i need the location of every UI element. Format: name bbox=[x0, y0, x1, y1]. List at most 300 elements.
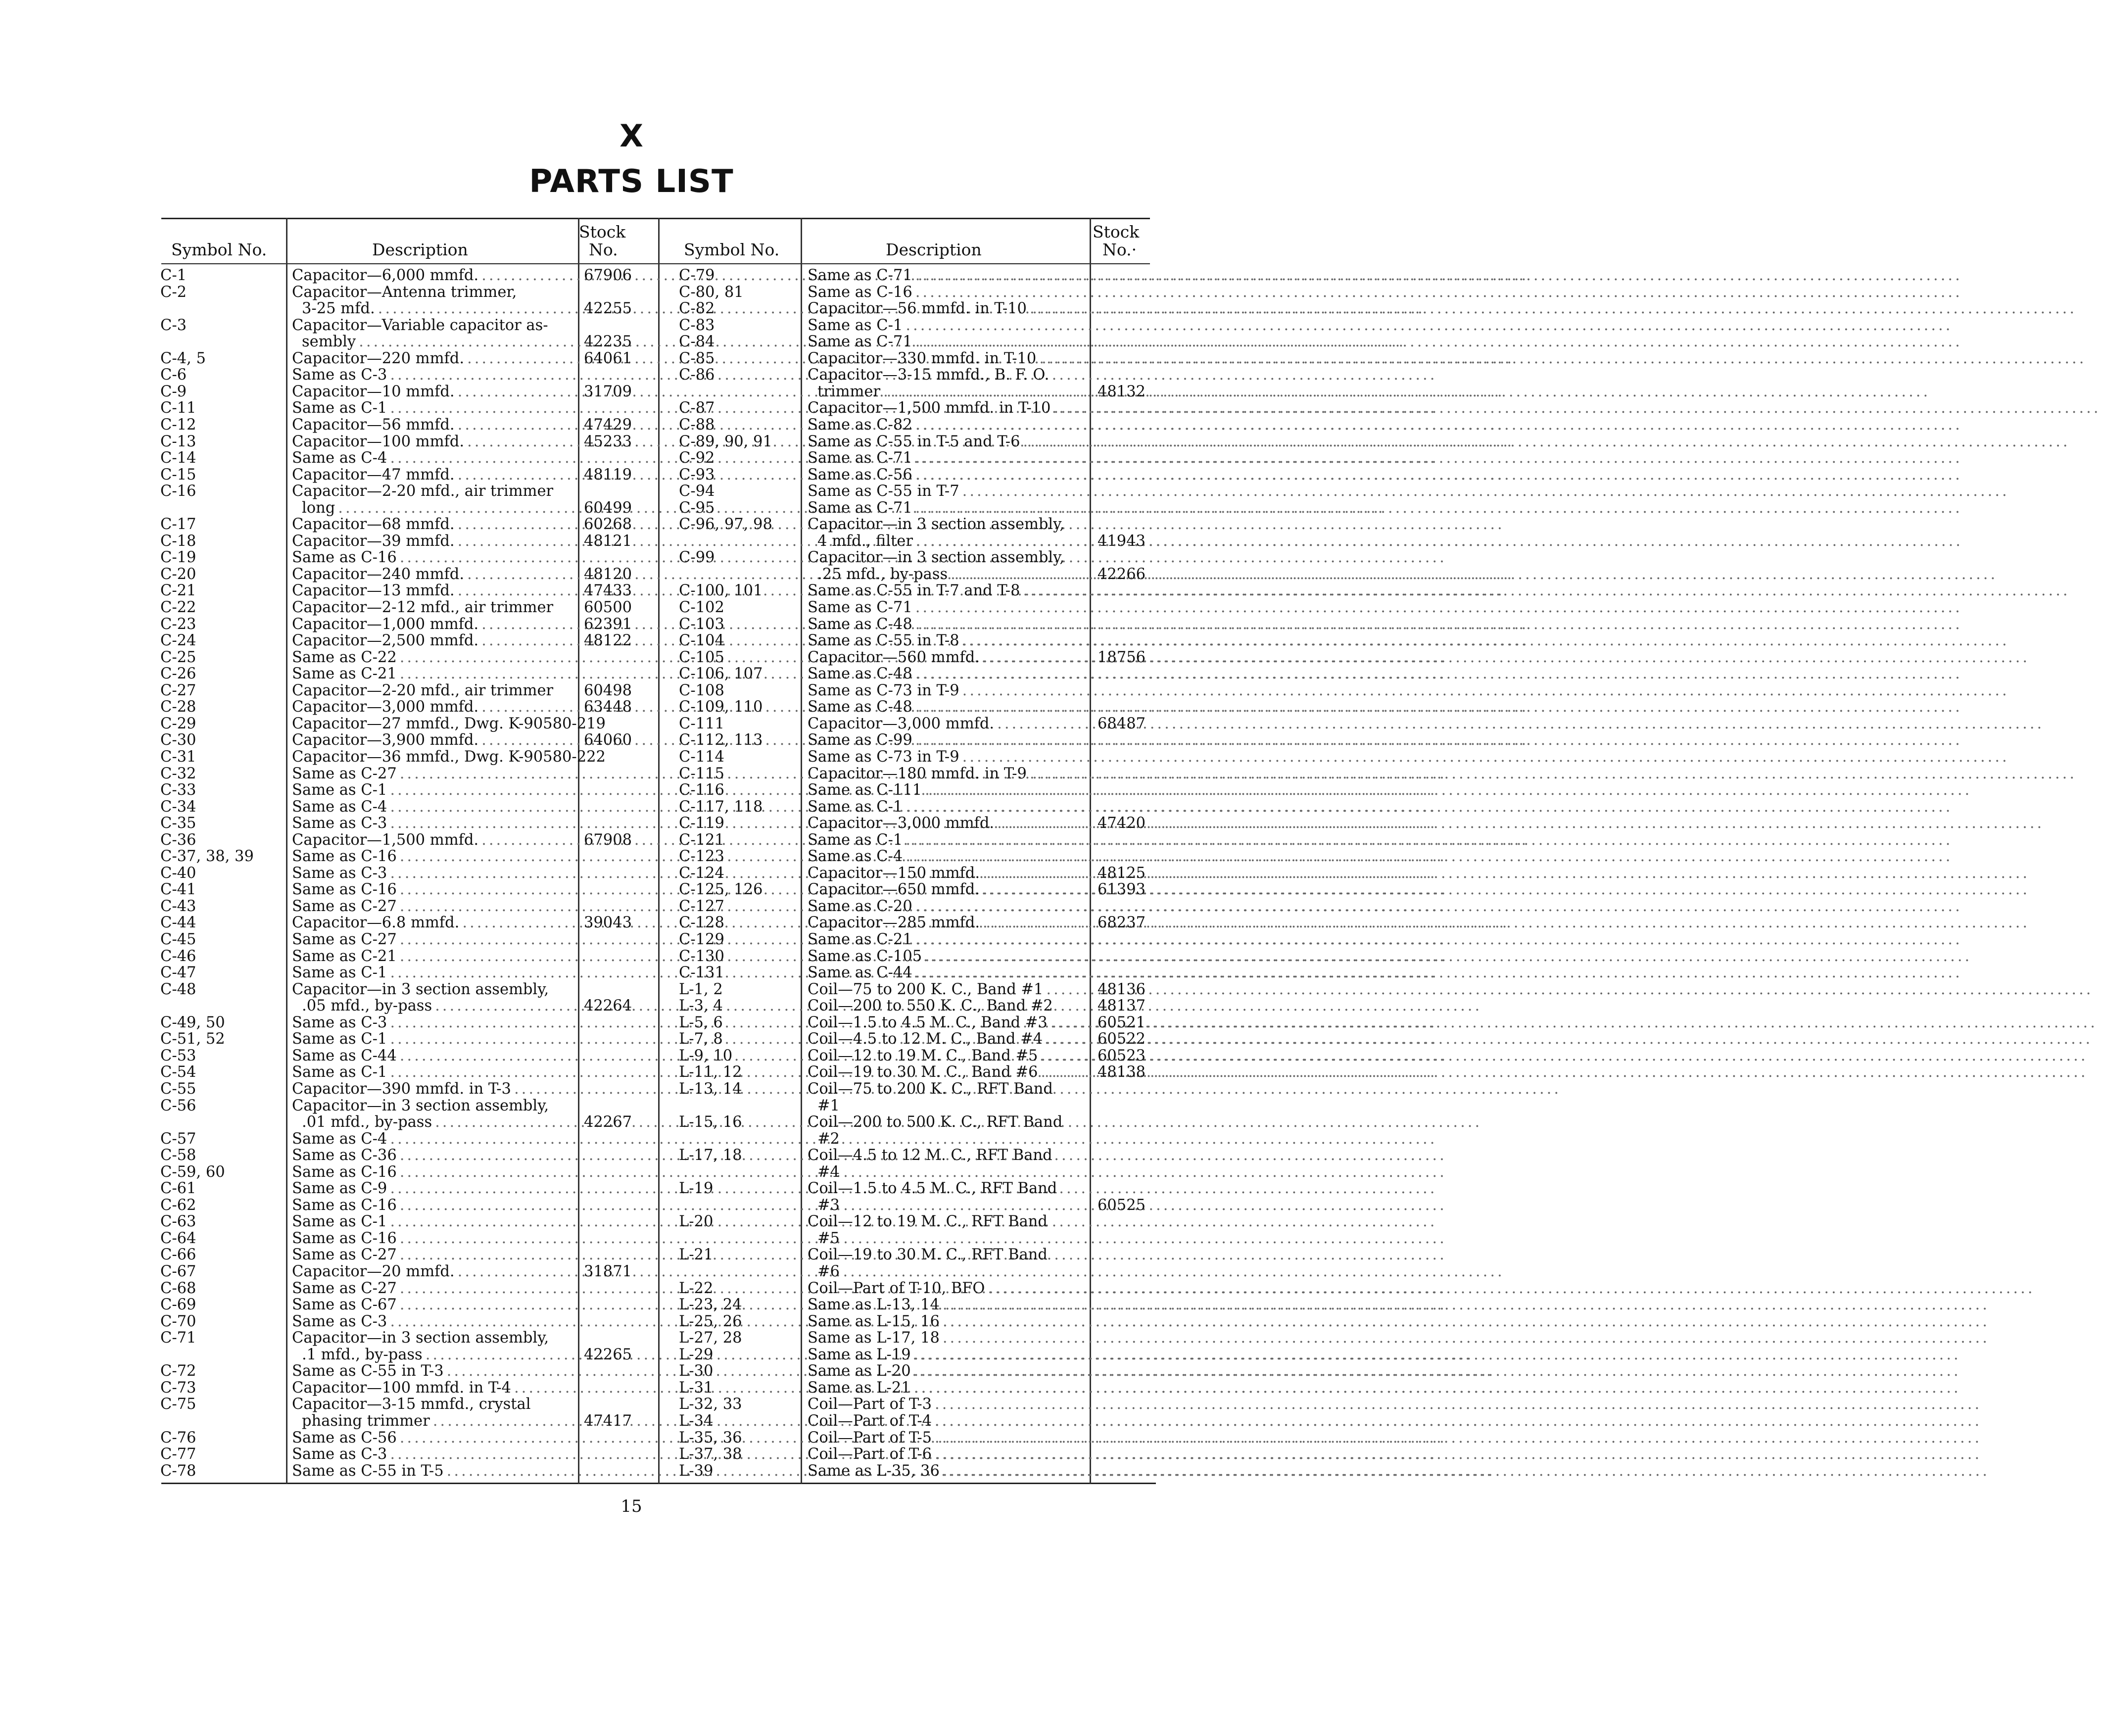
symbol-cell: C-109, 110 bbox=[679, 698, 763, 716]
symbol-cell: C-67 bbox=[160, 1263, 196, 1280]
symbol-cell: C-93 bbox=[679, 466, 715, 483]
table-row bbox=[0, 1297, 1263, 1313]
description-text: #3 bbox=[817, 1196, 840, 1214]
symbol-cell: L-25, 26 bbox=[679, 1312, 742, 1330]
symbol-cell: L-39 bbox=[679, 1462, 714, 1480]
symbol-cell: C-78 bbox=[160, 1462, 196, 1480]
symbol-cell: C-21 bbox=[160, 582, 196, 600]
symbol-cell: C-87 bbox=[679, 399, 715, 417]
symbol-cell: C-86 bbox=[679, 366, 715, 384]
description-text: Same as C-4 bbox=[292, 449, 387, 467]
description-cell bbox=[808, 799, 1088, 815]
description-cell bbox=[808, 516, 1088, 532]
stock-number-cell: 47417 bbox=[584, 1412, 632, 1430]
dot-leader bbox=[915, 599, 1962, 616]
table-row bbox=[0, 582, 1263, 599]
description-text: sembly bbox=[302, 333, 356, 351]
symbol-cell: C-64 bbox=[160, 1229, 196, 1247]
description-text: Same as C-1 bbox=[292, 1063, 387, 1081]
table-row bbox=[0, 599, 1263, 616]
dot-leader bbox=[1053, 400, 2101, 416]
table-row bbox=[0, 931, 1263, 948]
description-text: Same as C-16 bbox=[292, 1229, 397, 1247]
table-row bbox=[0, 350, 1263, 367]
symbol-cell: L-9, 10 bbox=[679, 1047, 733, 1064]
description-text: Capacitor—39 mmfd. bbox=[292, 532, 455, 550]
stock-number-cell: 63448 bbox=[584, 698, 632, 716]
description-text: long bbox=[302, 499, 335, 517]
symbol-cell: C-72 bbox=[160, 1362, 196, 1380]
description-text: Capacitor—3,000 mmfd. bbox=[808, 715, 995, 732]
description-cell bbox=[808, 649, 1088, 666]
description-text: Capacitor—in 3 section assembly, bbox=[292, 1329, 549, 1347]
dot-leader bbox=[1041, 1064, 2088, 1080]
symbol-cell: L-7, 8 bbox=[679, 1030, 723, 1048]
symbol-cell: C-41 bbox=[160, 881, 196, 899]
header-stock-right-bottom: No.· bbox=[1102, 240, 1137, 259]
description-text: Same as C-1 bbox=[808, 316, 903, 334]
description-text: Same as C-16 bbox=[292, 881, 397, 899]
description-text: Same as C-1 bbox=[292, 781, 387, 799]
stock-number-cell: 48122 bbox=[584, 632, 632, 650]
symbol-cell: C-18 bbox=[160, 532, 196, 550]
description-text: Coil—Part of T-6 bbox=[808, 1446, 932, 1463]
header-rule bbox=[161, 263, 1150, 264]
description-text: Coil—12 to 19 M. C., RFT Band bbox=[808, 1213, 1048, 1231]
symbol-cell: C-114 bbox=[679, 748, 724, 766]
description-cell bbox=[808, 699, 1088, 715]
description-text: .05 mfd., by-pass bbox=[302, 997, 432, 1015]
description-cell bbox=[808, 1347, 1088, 1363]
table-row bbox=[0, 666, 1263, 682]
symbol-cell: C-22 bbox=[160, 599, 196, 616]
dot-leader bbox=[915, 467, 1962, 483]
dot-leader bbox=[1046, 1031, 2093, 1047]
description-text: Same as C-73 in T-9 bbox=[808, 748, 959, 766]
description-cell bbox=[808, 832, 1088, 848]
table-row bbox=[0, 1347, 1263, 1363]
description-text: Same as C-55 in T-7 and T-8 bbox=[808, 582, 1020, 600]
description-text: Same as C-1 bbox=[292, 399, 387, 417]
dot-leader bbox=[997, 716, 2044, 732]
table-row bbox=[0, 317, 1263, 334]
description-text: Same as L-15, 16 bbox=[808, 1312, 940, 1330]
table-row bbox=[0, 334, 1263, 350]
table-row bbox=[0, 981, 1263, 998]
symbol-cell: C-103 bbox=[679, 615, 724, 633]
dot-leader bbox=[1030, 766, 2077, 782]
description-text: Coil—200 to 550 K. C., Band #2 bbox=[808, 997, 1053, 1015]
symbol-cell: C-6 bbox=[160, 366, 187, 384]
stock-number-cell: 60525 bbox=[1098, 1196, 1146, 1214]
symbol-cell: L-35, 36 bbox=[679, 1429, 742, 1447]
description-text: Capacitor—3,900 mmfd. bbox=[292, 731, 479, 749]
description-text: Capacitor—47 mmfd. bbox=[292, 466, 455, 483]
description-cell bbox=[808, 716, 1088, 732]
description-text: Coil—1.5 to 4.5 M. C., RFT Band bbox=[808, 1180, 1057, 1198]
symbol-cell: C-108 bbox=[679, 681, 724, 699]
table-row bbox=[0, 384, 1263, 400]
symbol-cell: C-15 bbox=[160, 466, 196, 483]
symbol-cell: C-30 bbox=[160, 731, 196, 749]
symbol-cell: C-111 bbox=[679, 715, 724, 732]
table-row bbox=[0, 500, 1263, 516]
dot-leader bbox=[1041, 1048, 2088, 1064]
symbol-cell: C-96, 97, 98 bbox=[679, 516, 772, 533]
symbol-cell: C-14 bbox=[160, 449, 196, 467]
table-row bbox=[0, 1380, 1263, 1396]
description-text: Same as L-21 bbox=[808, 1379, 911, 1397]
dot-leader bbox=[915, 450, 1962, 466]
dot-leader bbox=[925, 948, 1972, 964]
description-text: Capacitor—Antenna trimmer, bbox=[292, 283, 517, 301]
description-text: Coil—200 to 500 K. C., RFT Band bbox=[808, 1113, 1063, 1131]
dot-leader bbox=[962, 483, 2009, 499]
description-text: Same as L-13, 14 bbox=[808, 1296, 940, 1314]
page-number: 15 bbox=[621, 1496, 642, 1516]
symbol-cell: C-46 bbox=[160, 947, 196, 965]
description-cell bbox=[808, 549, 1088, 566]
symbol-cell: C-36 bbox=[160, 831, 196, 849]
description-text: Coil—12 to 19 M. C., Band #5 bbox=[808, 1047, 1038, 1064]
stock-number-cell: 60500 bbox=[584, 599, 632, 616]
symbol-cell: C-12 bbox=[160, 416, 196, 434]
symbol-cell: C-56 bbox=[160, 1097, 196, 1114]
description-text: Capacitor—27 mmfd., Dwg. K-90580-219 bbox=[292, 715, 606, 732]
dot-leader bbox=[914, 1363, 1961, 1379]
description-cell bbox=[808, 1446, 1088, 1462]
symbol-cell: C-4, 5 bbox=[160, 349, 206, 367]
table-row bbox=[0, 450, 1263, 466]
stock-number-cell: 60522 bbox=[1098, 1030, 1146, 1048]
symbol-cell: C-2 bbox=[160, 283, 187, 301]
description-text: Capacitor—2-20 mfd., air trimmer bbox=[292, 482, 554, 500]
description-text: Capacitor—13 mmfd. bbox=[292, 582, 455, 600]
table-row bbox=[0, 1031, 1263, 1047]
stock-number-cell: 60268 bbox=[584, 516, 632, 533]
header-stock-left-bottom: No. bbox=[589, 240, 618, 259]
stock-number-cell: 68487 bbox=[1098, 715, 1146, 732]
table-row bbox=[0, 1147, 1263, 1163]
table-row bbox=[0, 832, 1263, 848]
symbol-cell: C-19 bbox=[160, 549, 196, 567]
dot-leader bbox=[962, 749, 2009, 765]
stock-number-cell: 48119 bbox=[584, 466, 632, 483]
table-row bbox=[0, 716, 1263, 732]
description-text: Same as C-44 bbox=[292, 1047, 397, 1064]
description-cell bbox=[817, 1164, 1088, 1180]
table-row bbox=[0, 881, 1263, 898]
dot-leader bbox=[906, 799, 1953, 815]
symbol-cell: C-45 bbox=[160, 931, 196, 948]
table-row bbox=[0, 1164, 1263, 1180]
description-cell bbox=[808, 1363, 1088, 1379]
symbol-cell: C-99 bbox=[679, 549, 715, 567]
dot-leader bbox=[906, 317, 1953, 334]
stock-number-cell: 60499 bbox=[584, 499, 632, 517]
symbol-cell: L-5, 6 bbox=[679, 1013, 723, 1031]
description-cell bbox=[808, 749, 1088, 765]
description-text: Capacitor—20 mmfd. bbox=[292, 1263, 455, 1280]
dot-leader bbox=[1023, 434, 2070, 450]
description-text: Same as C-27 bbox=[292, 931, 397, 948]
table-row bbox=[0, 467, 1263, 483]
description-text: Same as C-71 bbox=[808, 333, 912, 351]
symbol-cell: C-84 bbox=[679, 333, 715, 351]
table-row bbox=[0, 1280, 1263, 1297]
table-row bbox=[0, 549, 1263, 566]
description-text: Same as C-1 bbox=[808, 798, 903, 816]
header-stock-right-top: Stock bbox=[1093, 222, 1140, 241]
description-cell bbox=[808, 616, 1088, 632]
table-row bbox=[0, 964, 1263, 981]
table-row bbox=[0, 799, 1263, 815]
table-row bbox=[0, 1363, 1263, 1379]
description-text: Same as L-20 bbox=[808, 1362, 911, 1380]
description-text: Capacitor—2-12 mfd., air trimmer bbox=[292, 599, 554, 616]
dot-leader bbox=[883, 384, 1930, 400]
description-cell bbox=[808, 334, 1088, 350]
chapter-number: X bbox=[620, 118, 643, 154]
dot-leader bbox=[915, 964, 1962, 981]
header-description-left: Description bbox=[372, 240, 468, 259]
symbol-cell: C-68 bbox=[160, 1279, 196, 1297]
description-text: Capacitor—3-15 mmfd., B. F. O. bbox=[808, 366, 1050, 384]
description-cell bbox=[808, 732, 1088, 748]
symbol-cell: C-92 bbox=[679, 449, 715, 467]
table-row bbox=[0, 1213, 1263, 1230]
symbol-cell: L-3, 4 bbox=[679, 997, 723, 1015]
symbol-cell: C-124 bbox=[679, 864, 724, 882]
symbol-cell: C-125, 126 bbox=[679, 881, 763, 899]
description-text: Same as C-55 in T-7 bbox=[808, 482, 959, 500]
table-row bbox=[0, 367, 1263, 383]
dot-leader bbox=[935, 1446, 1982, 1462]
symbol-cell: C-128 bbox=[679, 914, 724, 932]
dot-leader bbox=[916, 533, 1963, 549]
description-text: Same as C-111 bbox=[808, 781, 922, 799]
stock-number-cell: 48121 bbox=[584, 532, 632, 550]
symbol-cell: C-104 bbox=[679, 632, 724, 650]
description-cell bbox=[808, 1396, 1088, 1412]
symbol-cell: C-31 bbox=[160, 748, 196, 766]
stock-number-cell: 42265 bbox=[584, 1346, 632, 1363]
description-cell bbox=[808, 1048, 1088, 1064]
description-text: Same as C-16 bbox=[292, 1163, 397, 1181]
dot-leader bbox=[943, 1297, 1990, 1313]
table-row bbox=[0, 1413, 1263, 1429]
symbol-cell: C-24 bbox=[160, 632, 196, 650]
dot-leader bbox=[925, 782, 1972, 798]
symbol-cell: C-100, 101 bbox=[679, 582, 763, 600]
description-text: Capacitor—100 mmfd. in T-4 bbox=[292, 1379, 511, 1397]
table-row bbox=[0, 566, 1263, 582]
symbol-cell: C-80, 81 bbox=[679, 283, 744, 301]
description-text: Same as C-67 bbox=[292, 1296, 397, 1314]
description-text: 3-25 mfd. bbox=[302, 300, 375, 318]
description-cell bbox=[808, 1313, 1088, 1330]
table-row bbox=[0, 1131, 1263, 1147]
symbol-cell: C-75 bbox=[160, 1396, 196, 1413]
stock-number-cell: 67908 bbox=[584, 831, 632, 849]
description-text: Same as C-16 bbox=[292, 848, 397, 866]
stock-number-cell: 42235 bbox=[584, 333, 632, 351]
dot-leader bbox=[962, 682, 2009, 699]
symbol-cell: C-49, 50 bbox=[160, 1013, 225, 1031]
description-text: Capacitor—100 mmfd. bbox=[292, 433, 465, 450]
description-cell bbox=[817, 384, 1088, 400]
symbol-cell: C-33 bbox=[160, 781, 196, 799]
description-text: Same as C-3 bbox=[292, 1446, 387, 1463]
description-text: Same as C-36 bbox=[292, 1147, 397, 1164]
description-cell bbox=[808, 1114, 1088, 1130]
description-cell bbox=[808, 1180, 1088, 1197]
description-text: Same as C-4 bbox=[808, 848, 903, 866]
description-cell bbox=[808, 1147, 1088, 1163]
description-text: Capacitor—56 mmfd. in T-10 bbox=[808, 300, 1027, 318]
description-text: Same as C-16 bbox=[292, 1196, 397, 1214]
stock-number-cell: 48132 bbox=[1098, 383, 1146, 400]
description-text: Same as L-17, 18 bbox=[808, 1329, 940, 1347]
description-text: Same as C-71 bbox=[808, 599, 912, 616]
description-text: Same as C-27 bbox=[292, 1246, 397, 1264]
table-row bbox=[0, 1396, 1263, 1412]
dot-leader bbox=[906, 848, 1953, 865]
symbol-cell: C-71 bbox=[160, 1329, 196, 1347]
description-text: Capacitor—1,000 mmfd. bbox=[292, 615, 479, 633]
description-cell bbox=[808, 350, 1088, 367]
description-cell bbox=[808, 434, 1088, 450]
table-row bbox=[0, 1330, 1263, 1346]
table-row bbox=[0, 516, 1263, 532]
table-row bbox=[0, 483, 1263, 499]
description-cell bbox=[808, 981, 1088, 998]
symbol-cell: L-19 bbox=[679, 1180, 714, 1198]
description-text: Coil—Part of T-4 bbox=[808, 1412, 932, 1430]
description-cell bbox=[817, 1230, 1088, 1247]
symbol-cell: C-20 bbox=[160, 565, 196, 583]
dot-leader bbox=[943, 1313, 1990, 1330]
table-row bbox=[0, 300, 1263, 317]
stock-number-cell: 68237 bbox=[1098, 914, 1146, 932]
symbol-cell: L-13, 14 bbox=[679, 1080, 742, 1098]
symbol-cell: C-32 bbox=[160, 765, 196, 782]
symbol-cell: C-123 bbox=[679, 848, 724, 866]
description-cell bbox=[808, 1380, 1088, 1396]
description-text: Same as L-35, 36 bbox=[808, 1462, 940, 1480]
description-text: Same as C-3 bbox=[292, 864, 387, 882]
description-text: Same as C-1 bbox=[292, 1213, 387, 1231]
description-cell bbox=[808, 898, 1088, 915]
description-text: Capacitor—180 mmfd. in T-9 bbox=[808, 765, 1027, 782]
description-text: Coil—Part of T-5 bbox=[808, 1429, 932, 1447]
description-text: Capacitor—68 mmfd. bbox=[292, 516, 455, 533]
description-text: #2 bbox=[817, 1130, 840, 1148]
stock-number-cell: 47420 bbox=[1098, 815, 1146, 832]
dot-leader bbox=[935, 1413, 1982, 1429]
symbol-cell: C-17 bbox=[160, 516, 196, 533]
dot-leader bbox=[915, 417, 1962, 433]
description-text: Same as C-48 bbox=[808, 665, 912, 683]
description-cell bbox=[808, 666, 1088, 682]
symbol-cell: C-16 bbox=[160, 482, 196, 500]
table-row bbox=[0, 1098, 1263, 1114]
symbol-cell: C-62 bbox=[160, 1196, 196, 1214]
table-row bbox=[0, 649, 1263, 666]
symbol-cell: C-26 bbox=[160, 665, 196, 683]
description-text: Capacitor—2,500 mmfd. bbox=[292, 632, 479, 650]
stock-number-cell: 39043 bbox=[584, 914, 632, 932]
description-text: Same as C-27 bbox=[292, 1279, 397, 1297]
description-text: Same as C-20 bbox=[808, 897, 912, 915]
symbol-cell: C-85 bbox=[679, 349, 715, 367]
description-text: Same as C-22 bbox=[292, 648, 397, 666]
description-cell bbox=[817, 1131, 1088, 1147]
description-text: Same as C-48 bbox=[808, 698, 912, 716]
dot-leader bbox=[915, 616, 1962, 632]
table-row bbox=[0, 749, 1263, 765]
table-row bbox=[0, 434, 1263, 450]
description-text: #1 bbox=[817, 1097, 840, 1114]
description-text: Capacitor—in 3 section assembly, bbox=[292, 1097, 549, 1114]
symbol-cell: C-40 bbox=[160, 864, 196, 882]
symbol-cell: C-115 bbox=[679, 765, 724, 782]
table-row bbox=[0, 898, 1263, 915]
symbol-cell: C-89, 90, 91 bbox=[679, 433, 772, 450]
symbol-cell: L-22 bbox=[679, 1279, 714, 1297]
symbol-cell: C-23 bbox=[160, 615, 196, 633]
description-cell bbox=[808, 1247, 1088, 1263]
description-cell bbox=[808, 1413, 1088, 1429]
symbol-cell: C-57 bbox=[160, 1130, 196, 1148]
symbol-cell: C-119 bbox=[679, 815, 724, 832]
description-cell bbox=[808, 1463, 1088, 1479]
symbol-cell: C-44 bbox=[160, 914, 196, 932]
description-text: Same as C-99 bbox=[808, 731, 912, 749]
symbol-cell: C-102 bbox=[679, 599, 724, 616]
symbol-cell: C-54 bbox=[160, 1063, 196, 1081]
description-text: Same as C-55 in T-3 bbox=[292, 1362, 444, 1380]
description-cell bbox=[808, 881, 1088, 898]
symbol-cell: C-73 bbox=[160, 1379, 196, 1397]
description-text: Same as C-56 bbox=[292, 1429, 397, 1447]
table-row bbox=[0, 865, 1263, 881]
description-text: Capacitor—330 mmfd. in T-10 bbox=[808, 349, 1037, 367]
symbol-cell: L-29 bbox=[679, 1346, 714, 1363]
description-text: Capacitor—560 mmfd. bbox=[808, 648, 980, 666]
table-row bbox=[0, 1263, 1263, 1280]
description-text: Capacitor—Variable capacitor as- bbox=[292, 316, 548, 334]
symbol-cell: C-95 bbox=[679, 499, 715, 517]
description-text: Capacitor—1,500 mmfd. in T-10 bbox=[808, 399, 1051, 417]
description-text: 4 mfd., filter bbox=[817, 532, 913, 550]
description-text: .25 mfd., by-pass bbox=[817, 565, 948, 583]
description-text: Same as C-55 in T-5 and T-6 bbox=[808, 433, 1020, 450]
stock-number-cell: 64060 bbox=[584, 731, 632, 749]
symbol-cell: L-17, 18 bbox=[679, 1147, 742, 1164]
symbol-cell: C-58 bbox=[160, 1147, 196, 1164]
description-cell bbox=[808, 815, 1088, 831]
table-row bbox=[0, 782, 1263, 798]
symbol-cell: C-9 bbox=[160, 383, 187, 400]
dot-leader bbox=[915, 500, 1962, 516]
description-cell bbox=[808, 766, 1088, 782]
description-cell bbox=[808, 848, 1088, 865]
description-text: Coil—19 to 30 M. C., Band #6 bbox=[808, 1063, 1038, 1081]
symbol-cell: C-61 bbox=[160, 1180, 196, 1198]
description-cell bbox=[808, 1081, 1088, 1097]
description-text: Same as C-48 bbox=[808, 615, 912, 633]
